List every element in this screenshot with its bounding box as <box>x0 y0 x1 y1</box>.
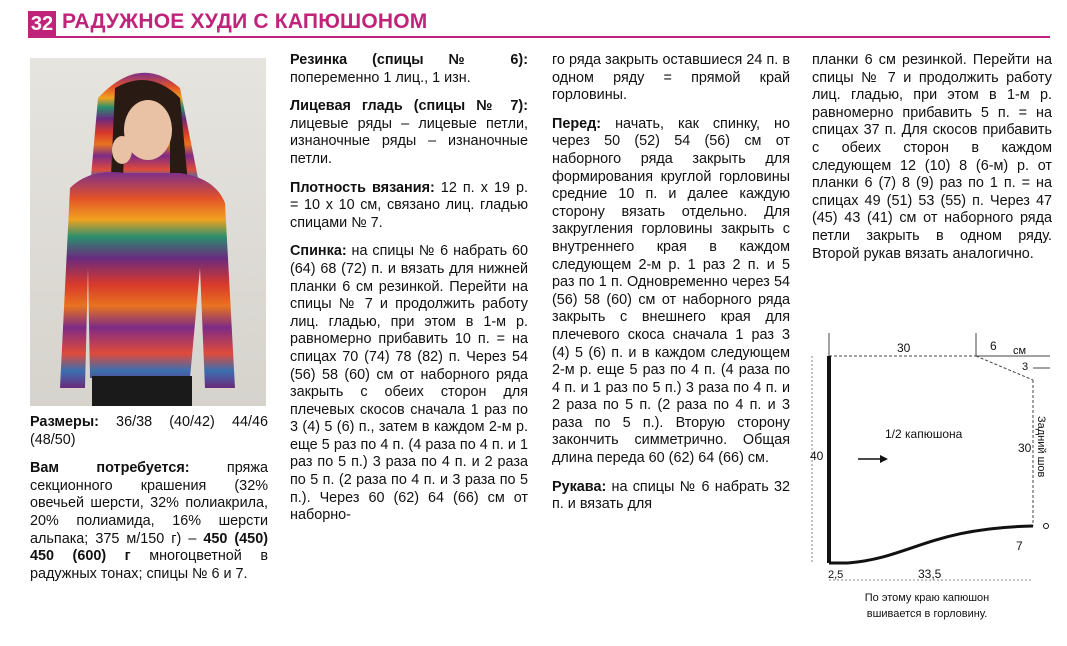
materials-heading: Вам потребуется: <box>30 460 190 477</box>
dim-right-height: 30 <box>1018 441 1032 455</box>
dim-bottom-left: 2,5 <box>828 569 844 581</box>
text-column-2 <box>552 52 790 525</box>
gauge-heading: Плотность вязания: <box>290 179 435 196</box>
back-continuation: го ряда закрыть оставшиеся 24 п. в одном ряду = прямой край горловины. <box>552 52 790 104</box>
article-title: РАДУЖНОЕ ХУДИ С КАПЮШОНОМ <box>62 10 428 33</box>
rib-text: попеременно 1 лиц., 1 изн. <box>290 69 471 86</box>
text-column-1 <box>290 52 528 536</box>
article-number: 32 <box>28 11 56 37</box>
dim-top-width: 30 <box>897 341 911 355</box>
rib-heading: Резинка (спицы № 6): <box>290 52 528 68</box>
text-column-3 <box>812 52 1052 274</box>
dim-right-bottom: 7 <box>1016 539 1023 553</box>
yarn-amount: 450 (450) 450 (600) г <box>30 530 268 565</box>
dim-bottom-mid: 33,5 <box>918 567 942 581</box>
front-text: начать, как спинку, но через 50 (52) 54 (56) см от наборного ряда закрыть для формирования круглой горловины средние 10 п. и далее каждую сторону вязать отдельно. Для закругления горловины закрыть с внутреннего края в каждом следующем 2-м р. 1 раз 2 п. и 5 раз по 1 п. Одновременно через 54 (56) 58 (60) см от наборного ряда закрыть с внешнего края для плечевого скоса сначала 1 раз 3 (4) 5 (6) п. и в каждом следующем 2-м р. еще 5 раз по 4 п. (4 раза по 4 п. и 1 раз по 5 п.) 3 раза по 4 п. и 2 раза по 5 п. (2 раза по 4 п. и 3 раза по 5 п.). Вторую сторону закончить симметрично. Общая длина переда 60 (62) 64 (66) см. <box>552 115 790 467</box>
sizes-and-materials <box>30 414 268 594</box>
back-heading: Спинка: <box>290 243 347 260</box>
caption-line-1: По этому краю капюшон <box>864 592 990 604</box>
sizes-text: 36/38 (40/42) 44/46 (48/50) <box>30 414 268 448</box>
dim-top-small: 6 <box>990 339 997 353</box>
gauge-text: 12 п. х 19 р. = 10 х 10 см, связано лиц. гладью спицами № 7. <box>290 179 528 231</box>
back-text: на спицы № 6 набрать 60 (64) 68 (72) п. и вязать для нижней планки 6 см резинкой. Перейти на спицы № 7 и продолжить работу лиц. гладью, при этом в 1-м р. равномерно прибавить 10 п. = на спицах 70 (74) 78 (82) п. Через 54 (56) 58 (60) см от наборного ряда закрыть с обеих сторон для плечевых скосов сначала 1 раз по 3 (4) 5 (6) п., затем в каждом 2-м р. еще 5 раз по 4 п. (4 раза по 4 п. и 1 раз по 5 п.) 3 раза по 4 п. и 2 раза по 5 п. (2 раза по 4 п. и 3 раза по 5 п.). Через 60 (62) 64 (66) см от наборно- <box>290 243 528 524</box>
hoodie-model-illustration <box>30 58 266 406</box>
dim-unit: см <box>1013 345 1027 357</box>
hood-pattern-diagram <box>800 328 1055 628</box>
dim-right-small: 3 <box>1022 361 1029 373</box>
piece-label: 1/2 капюшона <box>885 427 963 441</box>
back-seam-label: Задний шов <box>1035 416 1047 478</box>
sleeves-text: на спицы № 6 набрать 32 п. и вязать для <box>552 478 790 513</box>
materials-text: пряжа секционного крашения (32% овечьей шерсти, 32% полиакрила, 20% полиамида, 16% шерсти альпака; 375 м/150 г) – <box>30 460 268 547</box>
front-heading: Перед: <box>552 115 602 132</box>
article-header <box>28 8 1050 38</box>
stockinette-text: лицевые ряды – лицевые петли, изнаночные ряды – изнаночные петли. <box>290 115 528 167</box>
stockinette-heading: Лицевая гладь (спицы № 7): <box>290 98 528 115</box>
model-photo <box>30 58 266 406</box>
sizes-heading: Размеры: <box>30 414 99 430</box>
sleeves-continuation: планки 6 см резинкой. Перейти на спицы № 7 и продолжить работу лиц. гладью, при этом в 1-м р. равномерно прибавить 5 п. = на спицах 37 п. Для скосов прибавить с обеих сторон в каждом следующем 12 (10) 8 (6-м) р. от планки 6 (7) 8 (9) раз по 1 п. = на спицах 49 (51) 53 (55) п. Через 47 (45) 43 (41) см от наборного ряда петли закрыть в одном ряду. Второй рукав вязать аналогично. <box>812 52 1052 262</box>
sleeves-heading: Рукава: <box>552 478 607 495</box>
materials-tail: многоцветной в радужных тонах; спицы № 6 и 7. <box>30 548 268 582</box>
dim-left-height: 40 <box>810 449 824 463</box>
caption-line-2: вшивается в горловину. <box>866 608 988 620</box>
